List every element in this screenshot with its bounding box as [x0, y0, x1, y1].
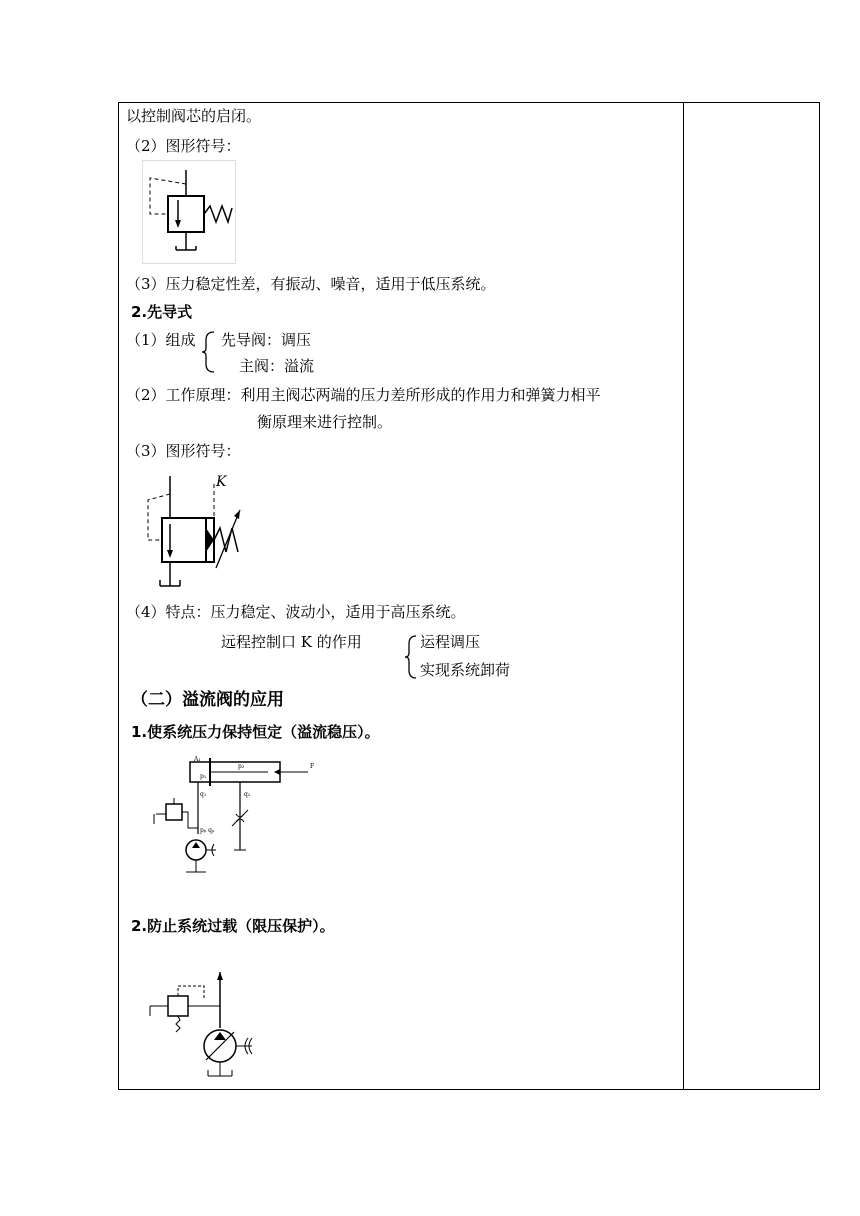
- text-line: （2）图形符号：: [126, 137, 241, 155]
- p1-label: p₁: [200, 773, 207, 780]
- brace-icon: [404, 634, 418, 680]
- q1-label: q₁: [200, 791, 207, 798]
- text-line: （1）组成: [126, 331, 196, 349]
- q2-label: q₂: [244, 791, 251, 798]
- subheading: 2.先导式: [131, 303, 193, 321]
- pilot-relief-valve-symbol: [140, 466, 252, 596]
- text-line: （3）图形符号：: [126, 442, 241, 460]
- text-line: （3）压力稳定性差，有振动、噪音，适用于低压系统。: [126, 275, 496, 293]
- text-line: 衡原理来进行控制。: [257, 413, 393, 431]
- text-line: 远程控制口 K 的作用: [221, 633, 362, 651]
- text-line: 以控制阀芯的启闭。: [126, 107, 262, 125]
- text-line: （2）工作原理：利用主阀芯两端的压力差所形成的作用力和弹簧力相平: [126, 386, 601, 404]
- overload-protection-circuit: [142, 970, 262, 1082]
- text-line: （4）特点：压力稳定、波动小，适用于高压系统。: [126, 603, 466, 621]
- force-label: F: [310, 763, 315, 770]
- p2-label: p₂: [238, 763, 245, 770]
- subheading: 1.使系统压力保持恒定（溢流稳压）。: [131, 723, 380, 741]
- text-line: 实现系统卸荷: [420, 661, 511, 679]
- section-heading: （二）溢流阀的应用: [131, 690, 284, 710]
- direct-relief-valve-symbol: [142, 160, 236, 264]
- text-line: 先导阀：调压: [221, 331, 312, 349]
- area-label: A₁: [194, 756, 201, 763]
- pump-label: pₚ qₚ: [200, 827, 215, 834]
- column-divider: [683, 102, 684, 1090]
- text-line: 运程调压: [420, 633, 481, 651]
- text-line: 主阀：溢流: [239, 357, 315, 375]
- pilot-port-label: K: [216, 474, 227, 490]
- subheading: 2.防止系统过载（限压保护）。: [131, 917, 335, 935]
- brace-icon: [200, 330, 216, 374]
- constant-pressure-circuit: [148, 752, 328, 882]
